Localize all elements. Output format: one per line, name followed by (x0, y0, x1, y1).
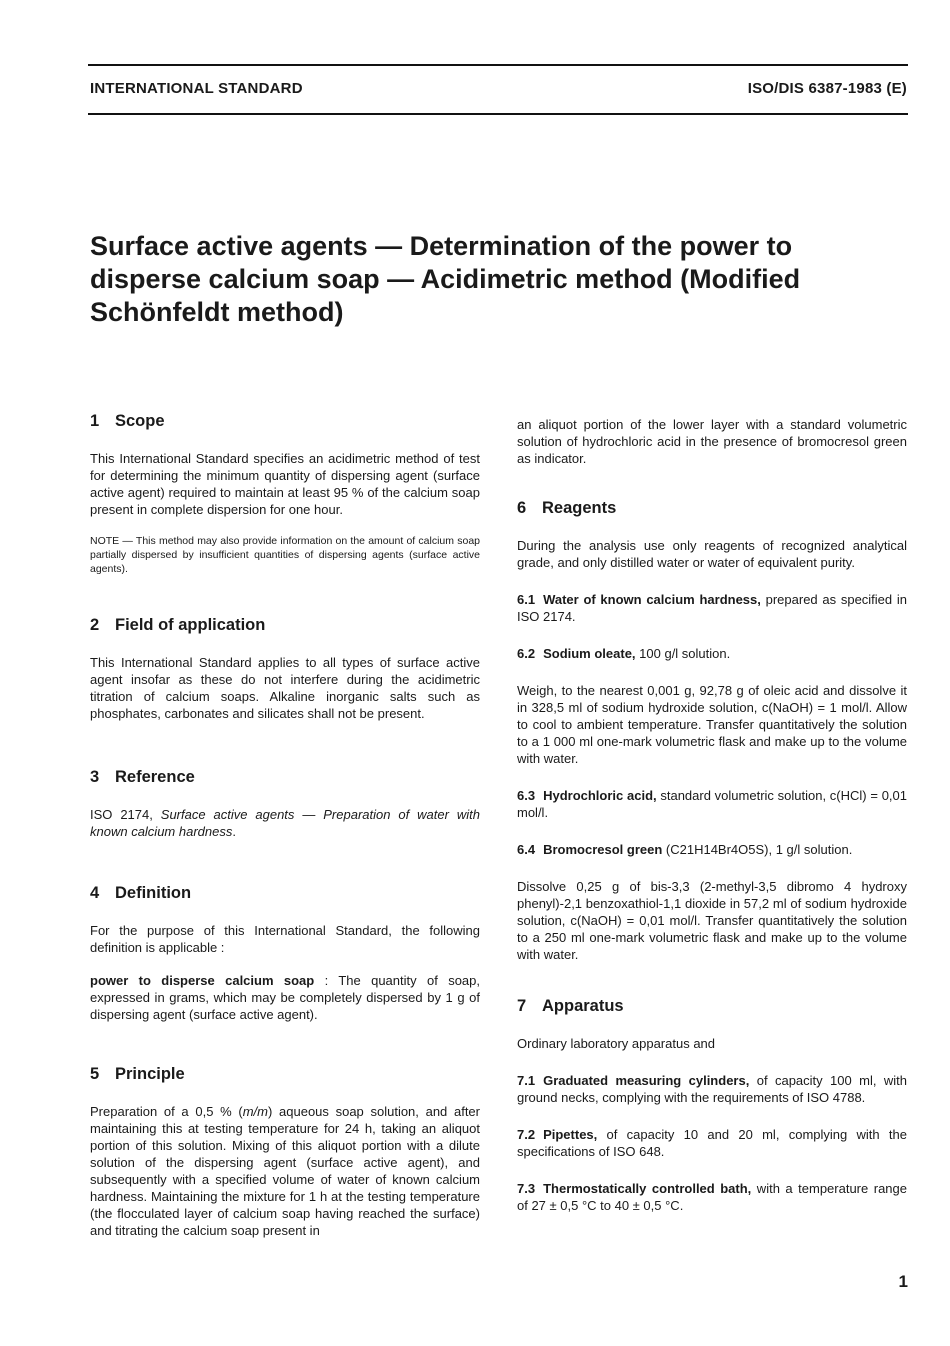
section-title: Reference (115, 768, 195, 786)
section-number: 1 (90, 412, 100, 430)
section-number: 5 (90, 1065, 100, 1083)
section-number: 2 (90, 616, 100, 634)
apparatus-text: Ordinary laboratory apparatus and (517, 1036, 716, 1051)
section-number: 3 (90, 768, 100, 786)
section-title: Principle (115, 1065, 185, 1083)
reference-title: Surface active agents — Preparation of water with known calcium hardness (90, 807, 480, 839)
right-column (517, 416, 907, 1214)
header-rule-top (88, 64, 908, 66)
header-standard-label: INTERNATIONAL STANDARD (90, 80, 303, 97)
section-principle-heading (90, 1065, 480, 1084)
reagent-6-2-body: Weigh, to the nearest 0,001 g, 92,78 g of oleic acid and dissolve it in 328,5 ml of sodium hydroxide solution, c(NaOH) = 1 mol/l. Allow to cool to ambient temperature. Transfer quantitatively the solution to a 1 000 ml one-mark volumetric flask and make up to the volume with water. (517, 683, 907, 766)
definition-term: power to disperse calcium soap (90, 973, 315, 988)
principle-continued-text: an aliquot portion of the lower layer with a standard volumetric solution of hydrochloric acid in the presence of bromocresol green as indicator. (517, 417, 907, 466)
scope-note: NOTE — This method may also provide information on the amount of calcium soap partially dispersed by insufficient quantities of dispersing agents (surface active agents). (90, 535, 480, 575)
section-number: 6 (517, 499, 527, 517)
apparatus-7-2: 7.2 Pipettes, of capacity 10 and 20 ml, complying with the specifications of ISO 648. (517, 1127, 907, 1159)
section-definition-heading (90, 884, 480, 903)
section-title: Apparatus (542, 997, 624, 1015)
reagent-6-1: 6.1 Water of known calcium hardness, prepared as specified in ISO 2174. (517, 592, 907, 624)
document-title: Surface active agents — Determination of the power to disperse calcium soap — Acidimetric method (Modified Schönfeldt method) (90, 231, 801, 327)
reagent-6-4-body: Dissolve 0,25 g of bis-3,3 (2-methyl-3,5 dibromo 4 hydroxy phenyl)-2,1 benzoxathiol-1,1 dioxide in 57,2 ml of sodium hydroxide solution, c(NaOH) = 0,01 mol/l. Transfer quantitatively the solution to a 250 ml one-mark volumetric flask and make up to the volume with water. (517, 879, 907, 962)
section-title: Field of application (115, 616, 266, 634)
page-number: 1 (898, 1272, 908, 1291)
field-text: This International Standard applies to all types of surface active agent insofar as these do not interfere during the acidimetric titration of calcium soaps. Alkaline inorganic salts such as phosphates, carbonates and silicates shall not be present. (90, 655, 480, 721)
section-title: Reagents (542, 499, 617, 517)
header-document-id: ISO/DIS 6387-1983 (E) (747, 80, 907, 97)
left-column (90, 412, 480, 1239)
reagent-6-3: 6.3 Hydrochloric acid, standard volumetric solution, c(HCl) = 0,01 mol/l. (517, 788, 907, 820)
section-reference-heading (90, 768, 480, 787)
section-scope-heading (90, 412, 480, 431)
reference-text: ISO 2174, Surface active agents — Preparation of water with known calcium hardness. (90, 807, 480, 839)
apparatus-7-1: 7.1 Graduated measuring cylinders, of capacity 100 ml, with ground necks, complying with the requirements of ISO 4788. (517, 1073, 907, 1105)
section-title: Definition (115, 884, 192, 902)
definition-term-text: power to disperse calcium soap : The quantity of soap, expressed in grams, which may be completely dispersed by 1 g of dispersing agent (surface active agent). (90, 973, 480, 1022)
section-field-heading (90, 616, 480, 635)
section-title: Scope (115, 412, 165, 430)
header-rule-bottom (88, 113, 908, 115)
definition-text: For the purpose of this International Standard, the following definition is applicable : (90, 923, 480, 955)
section-apparatus-heading (517, 997, 907, 1016)
principle-text: Preparation of a 0,5 % (m/m) aqueous soap solution, and after maintaining this at testing temperature for 24 h, taking an aliquot portion of this solution. Mixing of this aliquot portion with a dilute solution of the dispersing agent (surface active agent), and subsequently with a specified volume of water of known calcium hardness. Maintaining the mixture for 1 h at the testing temperature (the flocculated layer of calcium soap having reached the surface) and titrating the calcium soap present in (90, 1104, 480, 1238)
scope-text: This International Standard specifies an acidimetric method of test for determining the minimum quantity of dispersing agent (surface active agent) required to maintain at least 95 % of the calcium soap present in complete dispersion for one hour. (90, 451, 480, 517)
reagent-6-4: 6.4 Bromocresol green (C21H14Br4O5S), 1 g/l solution. (517, 842, 853, 857)
reagent-6-2: 6.2 Sodium oleate, 100 g/l solution. (517, 646, 731, 661)
section-reagents-heading (517, 499, 907, 518)
section-number: 4 (90, 884, 100, 902)
section-number: 7 (517, 997, 527, 1015)
reagents-text: During the analysis use only reagents of recognized analytical grade, and only distilled water or water of equivalent purity. (517, 538, 907, 570)
apparatus-7-3: 7.3 Thermostatically controlled bath, with a temperature range of 27 ± 0,5 °C to 40 ± 0,5 °C. (517, 1181, 907, 1213)
